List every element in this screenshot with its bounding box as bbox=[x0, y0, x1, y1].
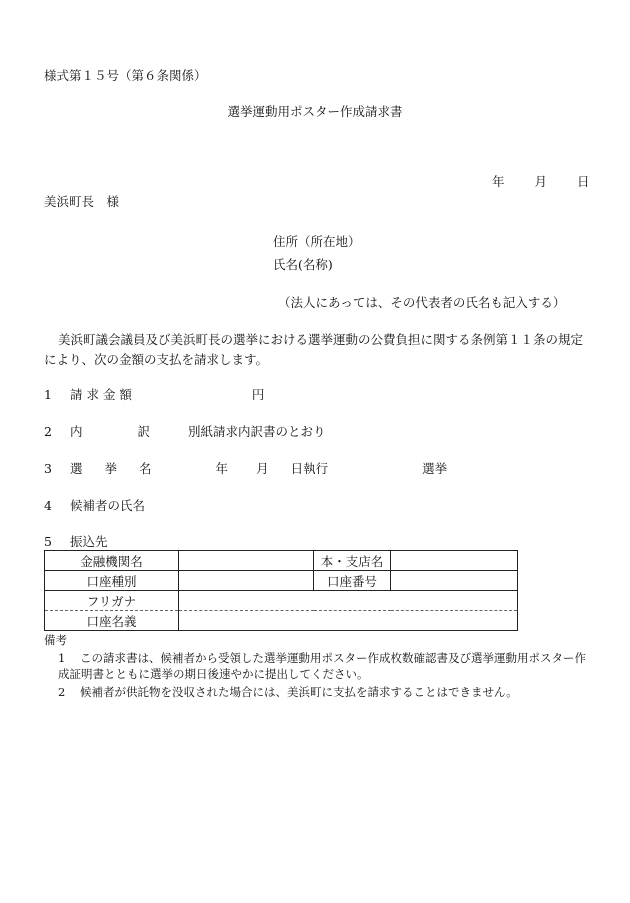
item-label-a: 内 bbox=[70, 424, 83, 439]
account-number-label: 口座番号 bbox=[314, 571, 391, 591]
item-election bbox=[44, 459, 447, 477]
bank-table bbox=[44, 550, 518, 631]
item-label: 振込先 bbox=[70, 534, 108, 549]
item-number: 4 bbox=[44, 498, 52, 513]
item-breakdown bbox=[44, 422, 326, 440]
furigana-field[interactable] bbox=[179, 591, 518, 611]
date-month: 月 bbox=[534, 174, 548, 189]
furigana-label: フリガナ bbox=[45, 591, 179, 611]
item-number: 2 bbox=[44, 424, 52, 439]
amount-unit: 円 bbox=[251, 387, 265, 402]
name-label: 氏名(名称) bbox=[273, 257, 333, 272]
remark-number: 2 bbox=[58, 685, 66, 699]
election-suffix: 選挙 bbox=[422, 461, 448, 476]
body-text: 美浜町議会議員及び美浜町長の選挙における選挙運動の公費負担に関する条例第１１条の規定により、次の金額の支払を請求します。 bbox=[44, 332, 584, 367]
corporate-note: （法人にあっては、その代表者の氏名も記入する） bbox=[278, 295, 566, 310]
item-transfer bbox=[44, 532, 108, 550]
date-day: 日 bbox=[577, 174, 590, 189]
account-type-field[interactable] bbox=[179, 571, 314, 591]
recipient: 美浜町長 様 bbox=[44, 194, 120, 209]
branch-label: 本・支店名 bbox=[314, 551, 391, 571]
item-label-c: 名 bbox=[139, 461, 152, 476]
account-name-label: 口座名義 bbox=[45, 611, 179, 631]
remark-text: 候補者が供託物を没収された場合には、美浜町に支払を請求することはできません。 bbox=[80, 685, 518, 699]
remark-item bbox=[58, 650, 588, 682]
breakdown-value: 別紙請求内訳書のとおり bbox=[188, 424, 326, 439]
form-number: 様式第１５号（第６条関係） bbox=[44, 68, 207, 83]
account-name-field[interactable] bbox=[179, 611, 518, 631]
bank-name-field[interactable] bbox=[179, 551, 314, 571]
remark-text: この請求書は、候補者から受領した選挙運動用ポスター作成枚数確認書及び選挙運動用ポスター作成証明書とともに選挙の期日後速やかに提出してください。 bbox=[58, 651, 586, 681]
remarks-heading: 備考 bbox=[44, 633, 67, 647]
item-candidate bbox=[44, 496, 145, 514]
date-line bbox=[492, 172, 590, 190]
account-number-field[interactable] bbox=[391, 571, 518, 591]
election-month: 月 bbox=[256, 461, 269, 476]
election-year: 年 bbox=[215, 461, 229, 476]
item-label-b: 訳 bbox=[137, 424, 151, 439]
remark-number: 1 bbox=[58, 651, 66, 665]
address-label: 住所（所在地） bbox=[273, 234, 361, 249]
account-type-label: 口座種別 bbox=[45, 571, 179, 591]
bank-name-label: 金融機関名 bbox=[45, 551, 179, 571]
item-amount bbox=[44, 385, 264, 403]
item-label-a: 選 bbox=[70, 461, 83, 476]
election-day: 日執行 bbox=[290, 461, 329, 476]
item-label: 請 求 金 額 bbox=[70, 387, 132, 402]
branch-field[interactable] bbox=[391, 551, 518, 571]
document-title: 選挙運動用ポスター作成請求書 bbox=[227, 104, 403, 119]
date-year: 年 bbox=[492, 174, 505, 189]
item-label: 候補者の氏名 bbox=[70, 498, 146, 513]
remark-item bbox=[58, 684, 588, 700]
item-number: 1 bbox=[44, 387, 52, 402]
item-number: 5 bbox=[44, 534, 52, 549]
item-number: 3 bbox=[44, 461, 52, 476]
item-label-b: 挙 bbox=[104, 461, 118, 476]
